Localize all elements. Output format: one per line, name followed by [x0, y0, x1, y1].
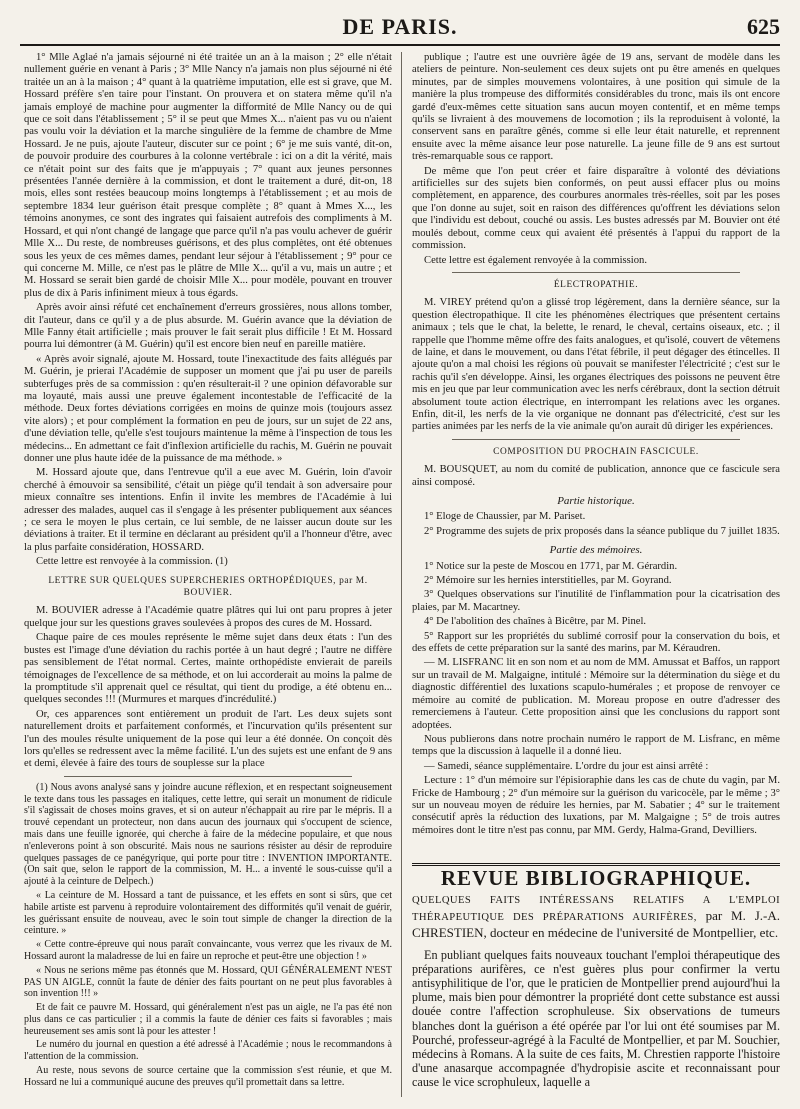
paragraph: — M. LISFRANC lit en son nom et au nom de MM. Amussat et Baffos, un rapport sur un travail de M. Malgaigne, intitulé : Mémoire sur la détermination du siège et du diagnostic différentiel des luxations scapulo-humérales ; et propose de renvoyer ce mémoire au comité de publication. M. Moreau propose en outre d'adresser des remerciemens à l'auteur. Cette proposition ainsi que les conclusions du rapport sont adoptées.	[412, 657, 780, 731]
list-item: 2° Mémoire sur les hernies interstitielles, par M. Goyrand.	[424, 575, 672, 587]
revue-subtitle-author: par M. J.-A. CHRESTIEN, docteur en médecine de l'université de Montpellier, etc.	[412, 907, 780, 940]
list-item: 1° Notice sur la peste de Moscou en 1771, par M. Gérardin.	[424, 560, 678, 572]
revue-heading: REVUE BIBLIOGRAPHIQUE.	[412, 863, 780, 884]
paragraph: Or, ces apparences sont entièrement un produit de l'art. Les deux sujets sont naturellement droits et parfaitement conformés, et l'incurvation qu'ils présentent sur l'un des moules résulte uniquement de la pose qui leur a été donnée. On conçoit dès lors qu'elles se redressent avec la même facilité. L'un des sujets est une enfant de 9 ans et demi, élevée à faire des tours de souplesse sur la place	[24, 708, 392, 770]
section-heading-fascicule: COMPOSITION DU PROCHAIN FASCICULE.	[493, 446, 699, 457]
page-header	[20, 14, 780, 46]
running-title: DE PARIS.	[342, 14, 458, 39]
paragraph: Cette lettre est également renvoyée à la commission.	[424, 254, 647, 266]
list-item: 3° Quelques observations sur l'inutilité de l'inflammation pour la cicatrisation des plaies, par M. Macartney.	[412, 589, 780, 613]
section-rule	[452, 439, 740, 440]
column-divider	[401, 52, 402, 1097]
list-item: 1° Eloge de Chaussier, par M. Pariset.	[424, 511, 586, 523]
hossard-rebuttal-points: 1° Mlle Aglaé n'a jamais séjourné ni été traitée un an à la maison ; 2° elle n'était nullement guérie en venant à Paris ; 3° Mlle Nancy n'a jamais non plus séjourné ni été traitée un an à la maison ; 4° quant à la quatrième imputation, elle est si grave, que M. Hossard préfère s'en taire pour l'instant. On prouvera et on statera même qu'il n'a jamais employé de machine pour augmenter la difformité de Mlle Nancy ou de qui que ce soit dans l'établissement ; 5° il se peut que Mmes X... n'aient pas vu ou n'aient pas voulu voir la déviation et la marche singulière de la femme de chambre de Mme Hossard. Je ne puis, ajoute l'auteur, discuter sur ce point ; 6° je me suis vanté, dit-on, de pouvoir produire des courbures à la colonne vertébrale : ici on a dit la vérité, mais ce n'était point sur des faits que je m'appuyais ; 7° quant aux jeunes personnes présentées l'année dernière à la commission, et dont le traitement a duré, dit-on, 18 mois, elles sont restées beaucoup moins longtemps à l'établissement ; et au mois de septembre 1834 leur guérison était presque complète ; 8° quant à Mmes X..., les témoins anonymes, ce sont des ingrates qui faisaient autrefois des compliments à M. Hossard, et qui n'ont changé de langage que parce qu'il n'a pas voulu achever de guérir Mlle X... Du reste, de nombreuses guérisons, et des plus complètes, ont été obtenues sous les yeux de ces mêmes dames, pendant leur séjour à l'établissement ; 9° pour ce qui concerne M. Mille, ce n'est pas le plâtre de Mlle X... qu'il a vu, mais un autre ; et M. Hossard se serait bien gardé de choisir Mlle X... pour modèle, pouvant en trouver plus de dix à Paris infiniment mieux à tous égards.	[24, 52, 392, 299]
paragraph: M. VIREY prétend qu'on a glissé trop légèrement, dans la dernière séance, sur la question électropathique. Il cite les phénomènes électriques que présentent certains animaux ; tels que le chat, la belette, le renard, le cheval, certains oiseaux, etc. ; il rappelle que l'homme même offre des faits analogues, et qu'isolé, couvert de vêtemens de laine, et dans le mouvement, ou dans l'état fébrile, il peut dégager des étincelles. Il ajoute qu'on a mal choisi les régions où pouvait se manifester l'électricité ; c'est sur le rachis qu'il s'en développe. Ainsi, les organes électriques des poissons ne peuvent être mis en jeu que par leur communication avec les nerfs cérébraux, dont la section détruit absolument toute action électrique, en interrompant les relations avec les organes. Enfin, dit-il, les nerfs de la vie organique ne donnant pas d'électricité, c'est sur les parties animées par les nerfs de la vie animale qu'on aurait dû diriger les expériences.	[412, 297, 780, 433]
revue-subtitle	[412, 891, 780, 940]
footnote-quote: « Cette contre-épreuve qui nous paraît convaincante, vous verrez que les rivaux de M. Hossard auront la maladresse de lui en faire un reproche et peut-être une objection ! »	[24, 939, 392, 962]
list-item: 2° Programme des sujets de prix proposés dans la séance publique du 7 juillet 1835.	[424, 525, 780, 537]
paragraph: Lecture : 1° d'un mémoire sur l'épisioraphie dans les cas de chute du vagin, par M. Fricke de Hambourg ; 2° d'un mémoire sur la guérison du varicocèle, par le même ; 3° sur un nouveau moyen de réduire les hernies, par M. Sabatier ; 4° sur le traitement consécutif après la réduction des luxations, par M. Malgaigne ; 5° de trois autres mémoires dont le titre n'est pas connu, par MM. Gerdy, Halma-Grand, Devilliers.	[412, 775, 780, 836]
footnote-paragraph: Et de fait ce pauvre M. Hossard, qui généralement n'est pas un aigle, ne l'a pas été non plus dans ce cas particulier ; il a commis la faute de dénier ces faits si favorables ; mais heureusement ses amis sont là pour les attester !	[24, 1002, 392, 1037]
footnote-paragraph: Le numéro du journal en question a été adressé à l'Académie ; nous le recommandons à l'attention de la commission.	[24, 1039, 392, 1063]
left-column	[24, 52, 392, 1091]
section-rule	[452, 272, 740, 273]
paragraph: M. BOUSQUET, au nom du comité de publication, annonce que ce fascicule sera ainsi composé.	[412, 464, 780, 488]
footnote-paragraph: Au reste, nous sevons de source certaine que la commission s'est réunie, et que M. Hossard ne lui a communiqué aucune des preuves qu'il promettait dans sa lettre.	[24, 1065, 392, 1088]
paragraph: publique ; l'autre est une ouvrière âgée de 19 ans, servant de modèle dans les ateliers de peinture. Non-seulement ces deux sujets ont pu être amenés en quelques minutes, par de simples mouvemens volontaires, à une position qui simule de la manière la plus trompeuse des difformités considérables du tronc, mais ils ont encore gardé d'eux-mêmes cette situation sans aucun moyen contentif, et en même temps qu'ils se livraient à des mouvemens de locomotion ; ils la reproduisent à volonté, la conservent sans en paraître gênés, comme si elle leur était naturelle, et reprennent ensuite avec la même aisance leur pose naturelle. La jeune fille de 9 ans est surtout très-remarquable sous ce rapport.	[412, 52, 780, 163]
subheading-memoires: Partie des mémoires.	[549, 544, 643, 557]
paragraph: « Après avoir signalé, ajoute M. Hossard, toute l'inexactitude des faits allégués par M. Guérin, je prierai l'Académie de supposer un moment que j'ai pu user de pareils subterfuges près de sa commission : qu'en résulterait-il ? une opinion défavorable sur ma loyauté, mais aussi une preuve également incontestable de l'efficacité de la méthode. Deux fortes déviations corrigées en moins de quinze mois (toujours assez vite alors) ; et pour complément la formation en peu de jours, sur un sujet de 22 ans, d'une déviation telle, qu'elle s'est toujours maintenue la même à l'inspection de tous les médecins... En admettant ce fait d'inflexion artificielle du rachis, M. Guérin ne pouvait donner une plus haute idée de la puissance de ma méthode. »	[24, 353, 392, 464]
paragraph: De même que l'on peut créer et faire disparaître à volonté des déviations artificielles sur des sujets bien conformés, on peut aussi effacer plus ou moins complètement, en apparence, des courbures anormales très-réelles, soit par les poses que l'on donne au sujet, soit en raison des différences qu'offrent les déviations selon que l'individu est debout, couché ou assis. Les bustes adressés par M. Bouvier ont été moulés debout, comme ceux qui avaient été présentés à l'appui du rapport de la commission.	[412, 165, 780, 252]
section-heading-bouvier: LETTRE SUR QUELQUES SUPERCHERIES ORTHOPÉDIQUES, par M. BOUVIER.	[48, 575, 368, 599]
section-heading-electropathie: ÉLECTROPATHIE.	[553, 279, 639, 290]
list-item: 4° De l'abolition des chaînes à Bicêtre, par M. Pinel.	[424, 616, 647, 628]
paragraph: Nous publierons dans notre prochain numéro le rapport de M. Lisfranc, en même temps que la discussion à laquelle il a donné lieu.	[412, 733, 780, 758]
right-column	[412, 52, 780, 1092]
paragraph: Après avoir ainsi réfuté cet enchaînement d'erreurs grossières, nous allons tomber, dit l'auteur, dans ce qu'il y a de plus absurde. M. Guérin avance que la déviation de Mlle Fanny était artificielle ; mais prouver le fait serait plus difficile ! Et M. Hossard pourra lui démontrer (à M. Guérin) qu'il est encore bien neuf en pareille matière.	[24, 302, 392, 351]
paragraph: — Samedi, séance supplémentaire. L'ordre du jour est ainsi arrêté :	[424, 760, 709, 772]
list-item: 5° Rapport sur les propriétés du sublimé corrosif pour la conservation du bois, et des effets de cette préparation sur la santé des marins, par M. Kéraudren.	[412, 630, 780, 655]
revue-body: En publiant quelques faits nouveaux touchant l'emploi thérapeutique des préparations aurifères, ce n'est guères plus pour confirmer la vertu antisyphilitique de l'or, que le praticien de Montpellier prend aujourd'hui la plume, mais bien pour démontrer la propriété dont cette substance est aussi douée contre l'affection scrophuleuse. Six observations de tumeurs blanches dont la guérison a été opérée par l'or lui ont été soumises par M. Pourché, professeur-agrégé à la Faculté de Montpellier, et par M. Souchier, médecins à Romans. A la suite de ces faits, M. Chrestien rapporte l'histoire d'une anasarque accompagnée d'hydropisie ascite et reconnaissant pour cause le vice scrophuleux, laquelle a	[412, 947, 780, 1090]
footnote: (1) Nous avons analysé sans y joindre aucune réflexion, et en respectant soigneusement le texte dans tous les passages en italiques, cette lettre, qui serait un monument de ridicule s'il s'agissait de choses moins graves, et si on auteur n'échappait au rire par le mépris. Il a trouvé cependant un protecteur, non dans aucun des journaux qui s'occupent de science, mais dans une feuille ignorée, qui cherche à faire de la médecine populaire, et que nous n'enleverons point à son obscurité. Mais nous ne saurions résister au désir de reproduire quelques passages de ce panégyrique, qui porte pour titre : INVENTION IMPORTANTE. (On sait que, selon le rapport de la commission, M. H... a inventé le sous-cuisse qu'il a ajouté à la ceinture de Delpech.)	[24, 781, 392, 888]
page-number: 625	[747, 14, 780, 39]
footnote-quote: « Nous ne serions même pas étonnés que M. Hossard, QUI GÉNÉRALEMENT N'EST PAS UN AIGLE, connût la faute de dénier des faits pourtant on ne peut plus favorables à son invention !!! »	[24, 964, 392, 1000]
footnote-rule	[64, 776, 352, 777]
subheading-historique: Partie historique.	[557, 495, 635, 507]
revue-subtitle-caps: QUELQUES FAITS INTÉRESSANS RELATIFS A L'EMPLOI THÉRAPEUTIQUE DES PRÉPARATIONS AURIFÈRES,	[412, 894, 780, 923]
paragraph: Cette lettre est renvoyée à la commission. (1)	[36, 556, 228, 568]
paragraph: M. BOUVIER adresse à l'Académie quatre plâtres qui lui ont paru propres à jeter quelque jour sur les questions graves soulevées à propos des cures de M. Hossard.	[24, 605, 392, 629]
paragraph: M. Hossard ajoute que, dans l'entrevue qu'il a eue avec M. Guérin, loin d'avoir cherché à émouvoir sa sensibilité, c'était un piège qu'il tendait à son adversaire pour mieux connaître ses intentions. Enfin il invite les membres de l'Académie à lui adresser des malades, auquel cas il s'engage à les présenter publiquement aux séances ; ce sera le moyen le plus certain, ce lui semble, de ne laisser aucun doute sur les déviations à traiter. Et il termine en déclarant au président qu'il a l'honneur d'être, avec la plus parfaite considération, HOSSARD.	[24, 467, 392, 553]
paragraph: Chaque paire de ces moules représente le même sujet dans deux états : l'un des bustes est l'image d'une déviation du rachis portée à un haut degré ; l'autre ne diffère pas sensiblement de l'état normal. Certes, mainte orthopédiste envierait de pareils témoignages de l'excellence de sa méthode, et on lui accorderait au moins la palme de la promptitude s'il apprenait quel ce résultat, qui tient du prodige, a été obtenu en... quelques secondes !!! (Murmures et marques d'incrédulité.)	[24, 632, 392, 706]
footnote-quote: « La ceinture de M. Hossard a tant de puissance, et les effets en sont si sûrs, que cet habile artiste est parvenu à reproduire volontairement des difformités qu'il venait de guérir, les guérissant ensuite de nouveau, avec le soin tout simple de changer la direction de la ceinture. »	[24, 889, 392, 937]
